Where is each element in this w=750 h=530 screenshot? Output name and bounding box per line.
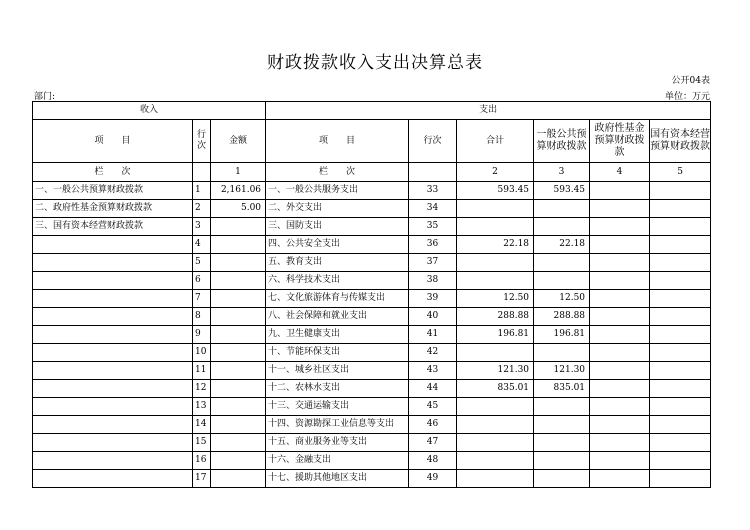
income-row-no-cell: 15 [193,434,211,452]
gov-fund-cell [590,308,650,326]
state-capital-cell [650,200,711,218]
gov-fund-cell [590,452,650,470]
gov-fund-cell [590,254,650,272]
state-capital-cell [650,380,711,398]
income-amount-cell [211,380,266,398]
header-row-columns [33,120,711,163]
expense-item-cell: 十四、资源勘探工业信息等支出 [266,416,409,434]
state-capital-cell [650,254,711,272]
general-budget-cell: 593.45 [534,182,590,200]
income-item-cell: 一、一般公共预算财政拨款 [33,182,193,200]
income-row-no-cell: 1 [193,182,211,200]
general-budget-cell [534,344,590,362]
general-budget-cell [534,398,590,416]
header-gov-fund: 政府性基金预算财政拨款 [590,120,650,163]
expense-item-cell: 八、社会保障和就业支出 [266,308,409,326]
table-row [33,452,711,470]
table-row [33,398,711,416]
general-budget-cell [534,254,590,272]
general-budget-cell: 196.81 [534,326,590,344]
header-row-sections [33,102,711,120]
state-capital-cell [650,344,711,362]
column-label-left: 栏 次 [33,163,193,182]
expense-item-cell: 二、外交支出 [266,200,409,218]
general-budget-cell [534,416,590,434]
table-row [33,182,711,200]
expense-item-cell: 十三、交通运输支出 [266,398,409,416]
income-row-no-cell: 8 [193,308,211,326]
expense-item-cell: 九、卫生健康支出 [266,326,409,344]
expense-row-no-cell: 49 [409,470,457,488]
table-row [33,290,711,308]
total-cell [457,434,534,452]
income-row-no-cell: 10 [193,344,211,362]
budget-table [32,101,711,488]
income-row-no-cell: 2 [193,200,211,218]
general-budget-cell [534,434,590,452]
col-num-5: 5 [650,163,711,182]
income-item-cell [33,254,193,272]
expense-row-no-cell: 45 [409,398,457,416]
header-income: 收入 [33,102,266,120]
expense-row-no-cell: 48 [409,452,457,470]
expense-row-no-cell: 36 [409,236,457,254]
table-row [33,434,711,452]
gov-fund-cell [590,380,650,398]
total-cell: 835.01 [457,380,534,398]
income-amount-cell [211,218,266,236]
header-out-item: 项 目 [266,120,409,163]
table-row [33,380,711,398]
total-cell [457,218,534,236]
expense-item-cell: 一、一般公共服务支出 [266,182,409,200]
expense-row-no-cell: 43 [409,362,457,380]
general-budget-cell [534,272,590,290]
state-capital-cell [650,272,711,290]
expense-item-cell: 三、国防支出 [266,218,409,236]
gov-fund-cell [590,344,650,362]
expense-row-no-cell: 40 [409,308,457,326]
income-amount-cell [211,362,266,380]
column-number-row [33,163,711,182]
table-row [33,362,711,380]
state-capital-cell [650,236,711,254]
income-item-cell [33,326,193,344]
expense-row-no-cell: 41 [409,326,457,344]
income-row-no-cell: 9 [193,326,211,344]
income-row-no-cell: 13 [193,398,211,416]
header-general-budget: 一般公共预算财政拨款 [534,120,590,163]
income-item-cell [33,290,193,308]
state-capital-cell [650,398,711,416]
income-item-cell [33,470,193,488]
income-row-no-cell: 14 [193,416,211,434]
total-cell [457,398,534,416]
income-row-no-cell: 11 [193,362,211,380]
general-budget-cell [534,452,590,470]
header-in-item: 项 目 [33,120,193,163]
empty-cell [409,163,457,182]
income-item-cell [33,416,193,434]
income-row-no-cell: 7 [193,290,211,308]
state-capital-cell [650,182,711,200]
gov-fund-cell [590,290,650,308]
general-budget-cell [534,200,590,218]
col-num-2: 2 [457,163,534,182]
income-amount-cell [211,452,266,470]
table-row [33,200,711,218]
expense-row-no-cell: 47 [409,434,457,452]
header-state-capital: 国有资本经营预算财政拨款 [650,120,711,163]
total-cell: 196.81 [457,326,534,344]
col-num-4: 4 [590,163,650,182]
gov-fund-cell [590,272,650,290]
income-amount-cell [211,434,266,452]
income-row-no-cell: 16 [193,452,211,470]
header-expense: 支出 [266,102,711,120]
col-num-1: 1 [211,163,266,182]
income-item-cell [33,236,193,254]
income-item-cell [33,344,193,362]
header-amount: 金额 [211,120,266,163]
income-item-cell [33,362,193,380]
expense-item-cell: 六、科学技术支出 [266,272,409,290]
unit-label: 单位：万元 [664,92,710,102]
header-out-row-no: 行次 [409,120,457,163]
income-amount-cell [211,344,266,362]
income-amount-cell [211,470,266,488]
expense-row-no-cell: 42 [409,344,457,362]
income-amount-cell [211,308,266,326]
table-row [33,344,711,362]
general-budget-cell: 22.18 [534,236,590,254]
expense-item-cell: 五、教育支出 [266,254,409,272]
gov-fund-cell [590,434,650,452]
general-budget-cell [534,470,590,488]
gov-fund-cell [590,362,650,380]
total-cell: 288.88 [457,308,534,326]
gov-fund-cell [590,326,650,344]
expense-item-cell: 十六、金融支出 [266,452,409,470]
table-row [33,416,711,434]
expense-item-cell: 七、文化旅游体育与传媒支出 [266,290,409,308]
expense-item-cell: 十一、城乡社区支出 [266,362,409,380]
income-amount-cell: 2,161.06 [211,182,266,200]
table-row [33,254,711,272]
total-cell [457,200,534,218]
expense-item-cell: 十七、援助其他地区支出 [266,470,409,488]
gov-fund-cell [590,398,650,416]
total-cell: 22.18 [457,236,534,254]
state-capital-cell [650,434,711,452]
income-amount-cell [211,326,266,344]
expense-row-no-cell: 38 [409,272,457,290]
expense-row-no-cell: 35 [409,218,457,236]
column-label-right: 栏 次 [266,163,409,182]
expense-row-no-cell: 39 [409,290,457,308]
state-capital-cell [650,362,711,380]
state-capital-cell [650,470,711,488]
expense-row-no-cell: 34 [409,200,457,218]
total-cell [457,452,534,470]
general-budget-cell: 12.50 [534,290,590,308]
general-budget-cell: 121.30 [534,362,590,380]
income-amount-cell [211,272,266,290]
income-row-no-cell: 4 [193,236,211,254]
income-item-cell [33,434,193,452]
gov-fund-cell [590,236,650,254]
total-cell [457,344,534,362]
total-cell [457,470,534,488]
income-amount-cell [211,236,266,254]
general-budget-cell: 288.88 [534,308,590,326]
income-item-cell [33,272,193,290]
total-cell: 12.50 [457,290,534,308]
expense-item-cell: 四、公共安全支出 [266,236,409,254]
income-row-no-cell: 5 [193,254,211,272]
page-title: 财政拨款收入支出决算总表 [267,53,483,73]
income-amount-cell: 5.00 [211,200,266,218]
state-capital-cell [650,452,711,470]
income-amount-cell [211,290,266,308]
expense-item-cell: 十二、农林水支出 [266,380,409,398]
empty-cell [193,163,211,182]
state-capital-cell [650,290,711,308]
expense-row-no-cell: 46 [409,416,457,434]
expense-item-cell: 十、节能环保支出 [266,344,409,362]
expense-item-cell: 十五、商业服务业等支出 [266,434,409,452]
income-item-cell: 三、国有资本经营财政拨款 [33,218,193,236]
col-num-3: 3 [534,163,590,182]
income-row-no-cell: 17 [193,470,211,488]
table-row [33,470,711,488]
table-row [33,272,711,290]
gov-fund-cell [590,416,650,434]
expense-row-no-cell: 33 [409,182,457,200]
gov-fund-cell [590,200,650,218]
income-item-cell [33,308,193,326]
income-row-no-cell: 6 [193,272,211,290]
state-capital-cell [650,308,711,326]
table-row [33,308,711,326]
income-amount-cell [211,416,266,434]
income-row-no-cell: 3 [193,218,211,236]
income-amount-cell [211,398,266,416]
expense-row-no-cell: 44 [409,380,457,398]
total-cell [457,254,534,272]
header-total: 合计 [457,120,534,163]
dept-label: 部门: [34,92,56,102]
state-capital-cell [650,326,711,344]
income-item-cell [33,380,193,398]
general-budget-cell [534,218,590,236]
total-cell: 593.45 [457,182,534,200]
header-in-row-no: 行次 [193,120,211,163]
total-cell [457,272,534,290]
gov-fund-cell [590,218,650,236]
form-code: 公开04表 [671,76,710,86]
expense-row-no-cell: 37 [409,254,457,272]
table-row [33,236,711,254]
state-capital-cell [650,218,711,236]
total-cell: 121.30 [457,362,534,380]
general-budget-cell: 835.01 [534,380,590,398]
table-row [33,326,711,344]
income-item-cell: 二、政府性基金预算财政拨款 [33,200,193,218]
income-amount-cell [211,254,266,272]
income-item-cell [33,452,193,470]
income-row-no-cell: 12 [193,380,211,398]
total-cell [457,416,534,434]
gov-fund-cell [590,182,650,200]
income-item-cell [33,398,193,416]
gov-fund-cell [590,470,650,488]
table-row [33,218,711,236]
state-capital-cell [650,416,711,434]
